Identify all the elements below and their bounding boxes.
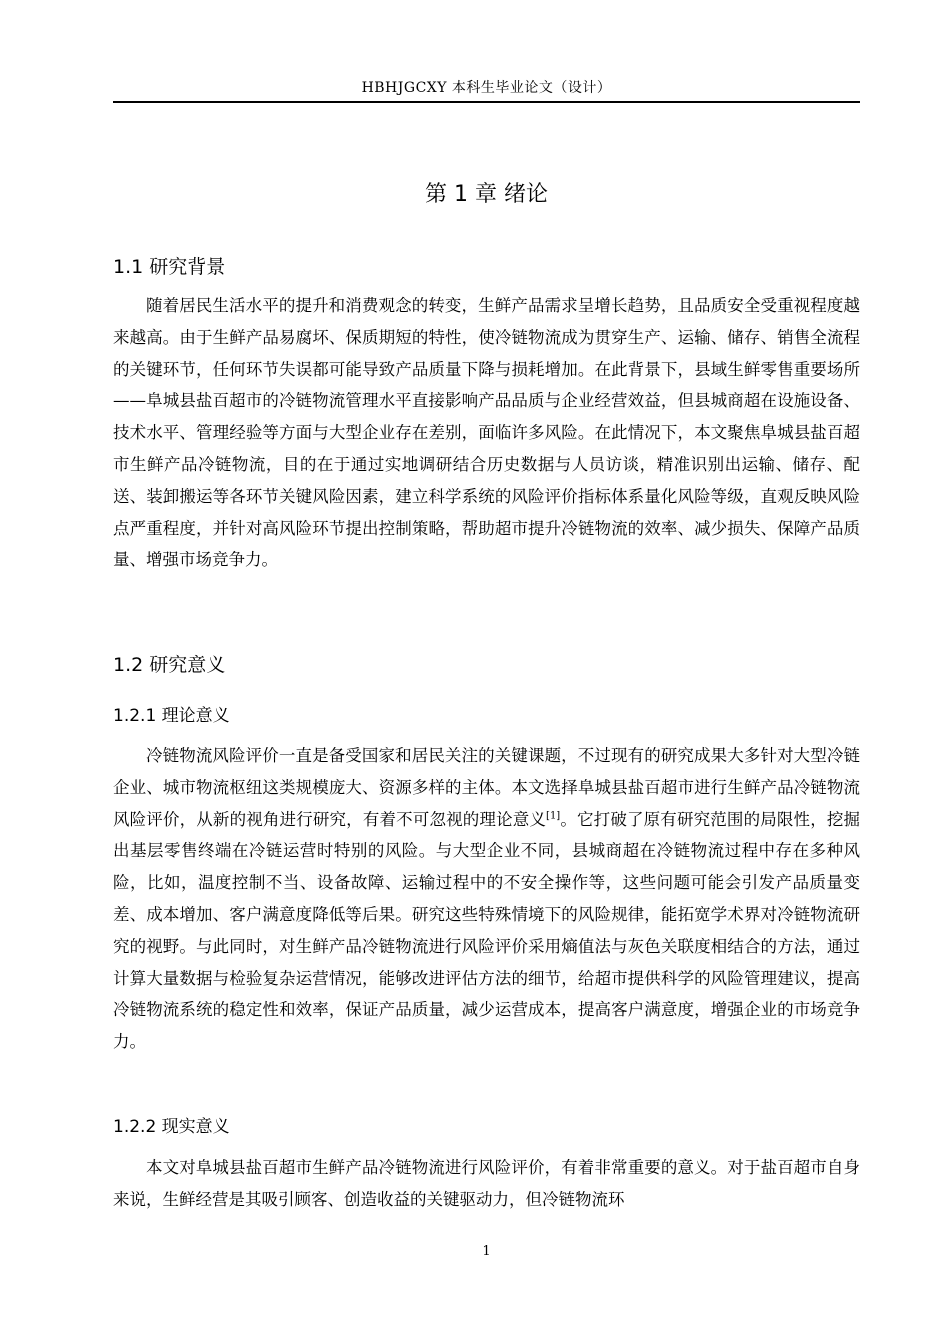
paragraph-theory [113, 740, 860, 1058]
subsection-heading-practice: 1.2.2 现实意义 [113, 1117, 230, 1137]
section-heading-significance: 1.2 研究意义 [113, 654, 226, 676]
subsection-heading-theory: 1.2.1 理论意义 [113, 706, 230, 726]
header-divider [113, 101, 860, 103]
running-header: HBHJGCXY 本科生毕业论文（设计） [361, 80, 612, 96]
chapter-title: 第 1 章 绪论 [425, 182, 548, 207]
paragraph-practice: 本文对阜城县盐百超市生鲜产品冷链物流进行风险评价，有着非常重要的意义。对于盐百超市自身来说，生鲜经营是其吸引顾客、创造收益的关键驱动力，但冷链物流环 [113, 1158, 860, 1209]
paragraph-background: 随着居民生活水平的提升和消费观念的转变，生鲜产品需求呈增长趋势，且品质安全受重视程度越来越高。由于生鲜产品易腐坏、保质期短的特性，使冷链物流成为贯穿生产、运输、储存、销售全流程的关键环节，任何环节失误都可能导致产品质量下降与损耗增加。在此背景下，县域生鲜零售重要场所——阜城县盐百超市的冷链物流管理水平直接影响产品品质与企业经营效益，但县城商超在设施设备、技术水平、管理经验等方面与大型企业存在差别，面临许多风险。在此情况下，本文聚焦阜城县盐百超市生鲜产品冷链物流，目的在于通过实地调研结合历史数据与人员访谈，精准识别出运输、储存、配送、装卸搬运等各环节关键风险因素，建立科学系统的风险评价指标体系量化风险等级，直观反映风险点严重程度，并针对高风险环节提出控制策略，帮助超市提升冷链物流的效率、减少损失、保障产品质量、增强市场竞争力。 [113, 296, 860, 570]
section-heading-background: 1.1 研究背景 [113, 256, 226, 278]
citation-ref[interactable]: [1] [546, 810, 561, 822]
paragraph-theory-part2: 。它打破了原有研究范围的局限性，挖掘出基层零售终端在冷链运营时特别的风险。与大型企业不同，县城商超在冷链物流过程中存在多种风险，比如，温度控制不当、设备故障、运输过程中的不安全操作等，这些问题可能会引发产品质量变差、成本增加、客户满意度降低等后果。研究这些特殊情境下的风险规律，能拓宽学术界对冷链物流研究的视野。与此同时，对生鲜产品冷链物流进行风险评价采用熵值法与灰色关联度相结合的方法，通过计算大量数据与检验复杂运营情况，能够改进评估方法的细节，给超市提供科学的风险管理建议，提高冷链物流系统的稳定性和效率，保证产品质量，减少运营成本，提高客户满意度，增强企业的市场竞争力。 [113, 809, 861, 1052]
page-number: 1 [482, 1244, 491, 1259]
paragraph-theory-part1: 冷链物流风险评价一直是备受国家和居民关注的关键课题，不过现有的研究成果大多针对大型冷链企业、城市物流枢纽这类规模庞大、资源多样的主体。本文选择阜城县盐百超市进行生鲜产品冷链物流风险评价，从新的视角进行研究，有着不可忽视的理论意义 [113, 746, 860, 829]
